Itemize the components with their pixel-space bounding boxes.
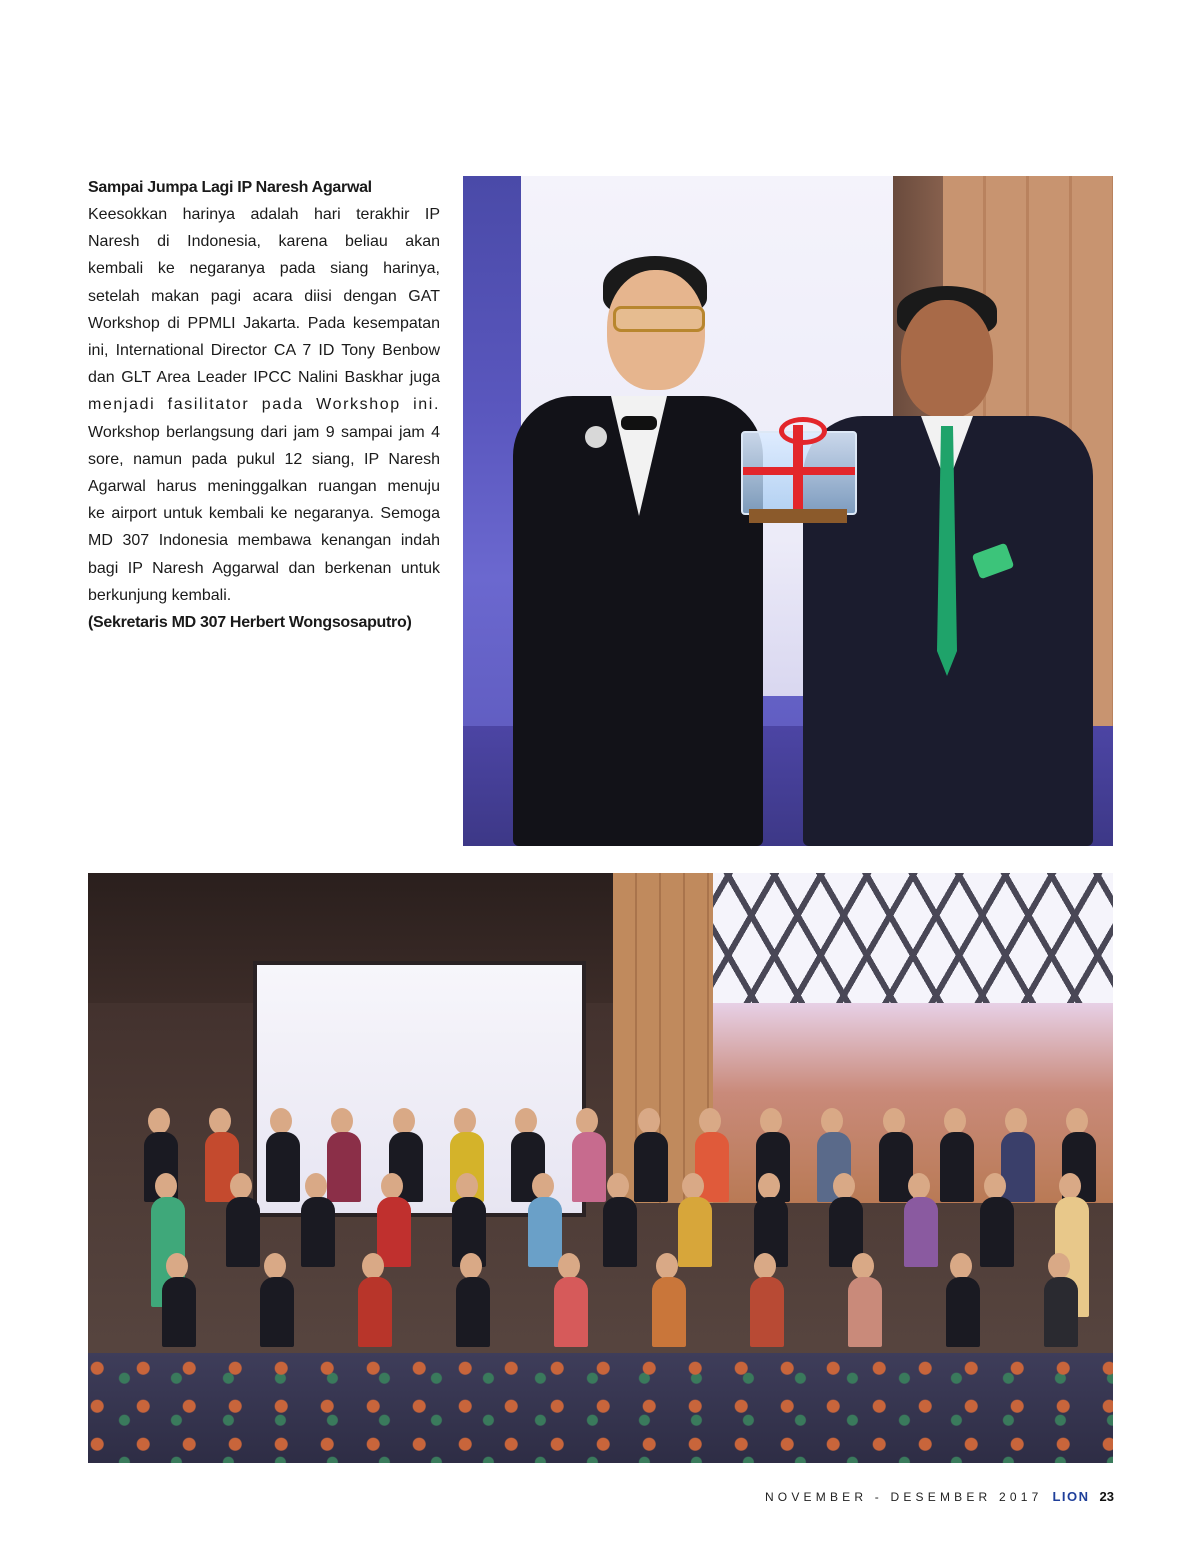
- award-handover-photo: [463, 176, 1113, 846]
- presenter-left: [503, 246, 763, 846]
- article-line: Agarwal harus meninggalkan ruangan menuju: [88, 478, 440, 496]
- article-column: [88, 174, 440, 636]
- crowd-front-row: [128, 1253, 1108, 1347]
- magazine-name: LION: [1052, 1489, 1090, 1504]
- page-number: 23: [1099, 1489, 1114, 1504]
- article-line: setelah makan pagi acara diisi dengan GAT: [88, 287, 440, 305]
- decorative-lattice: [713, 873, 1113, 1003]
- article-line: bagi IP Naresh Aggarwal dan berkenan untuk: [88, 559, 440, 577]
- glass-trophy-gift: [741, 431, 857, 515]
- article-line: Naresh di Indonesia, karena beliau akan: [88, 233, 440, 251]
- article-line: Workshop berlangsung dari jam 9 sampai jam 4: [88, 423, 440, 441]
- recipient-right: [793, 286, 1093, 846]
- group-photo: [88, 873, 1113, 1463]
- trophy-base: [749, 509, 847, 523]
- article-line: ini, International Director CA 7 ID Tony Benbow: [88, 342, 440, 360]
- article-line: sore, namun pada pukul 12 siang, IP Naresh: [88, 450, 440, 468]
- issue-date: NOVEMBER - DESEMBER 2017: [764, 1490, 1043, 1504]
- article-line: menjadi fasilitator pada Workshop ini.: [88, 396, 440, 414]
- article-heading: Sampai Jumpa Lagi IP Naresh Agarwal: [88, 179, 372, 196]
- article-line: ke airport untuk kembali ke negaranya. Semoga: [88, 505, 440, 523]
- article-line: MD 307 Indonesia membawa kenangan indah: [88, 532, 440, 550]
- article-body: [88, 201, 440, 609]
- article-line: kembali ke negaranya pada siang harinya,: [88, 260, 440, 278]
- article-line: berkunjung kembali.: [88, 586, 232, 604]
- article-line: Keesokkan harinya adalah hari terakhir IP: [88, 206, 440, 223]
- article-credit: (Sekretaris MD 307 Herbert Wongsosaputro): [88, 614, 412, 632]
- page-footer: [765, 1489, 1114, 1504]
- patterned-carpet: [88, 1353, 1113, 1463]
- article-line: dan GLT Area Leader IPCC Nalini Baskhar juga: [88, 369, 440, 387]
- article-line: Workshop di PPMLI Jakarta. Pada kesempatan: [88, 314, 440, 332]
